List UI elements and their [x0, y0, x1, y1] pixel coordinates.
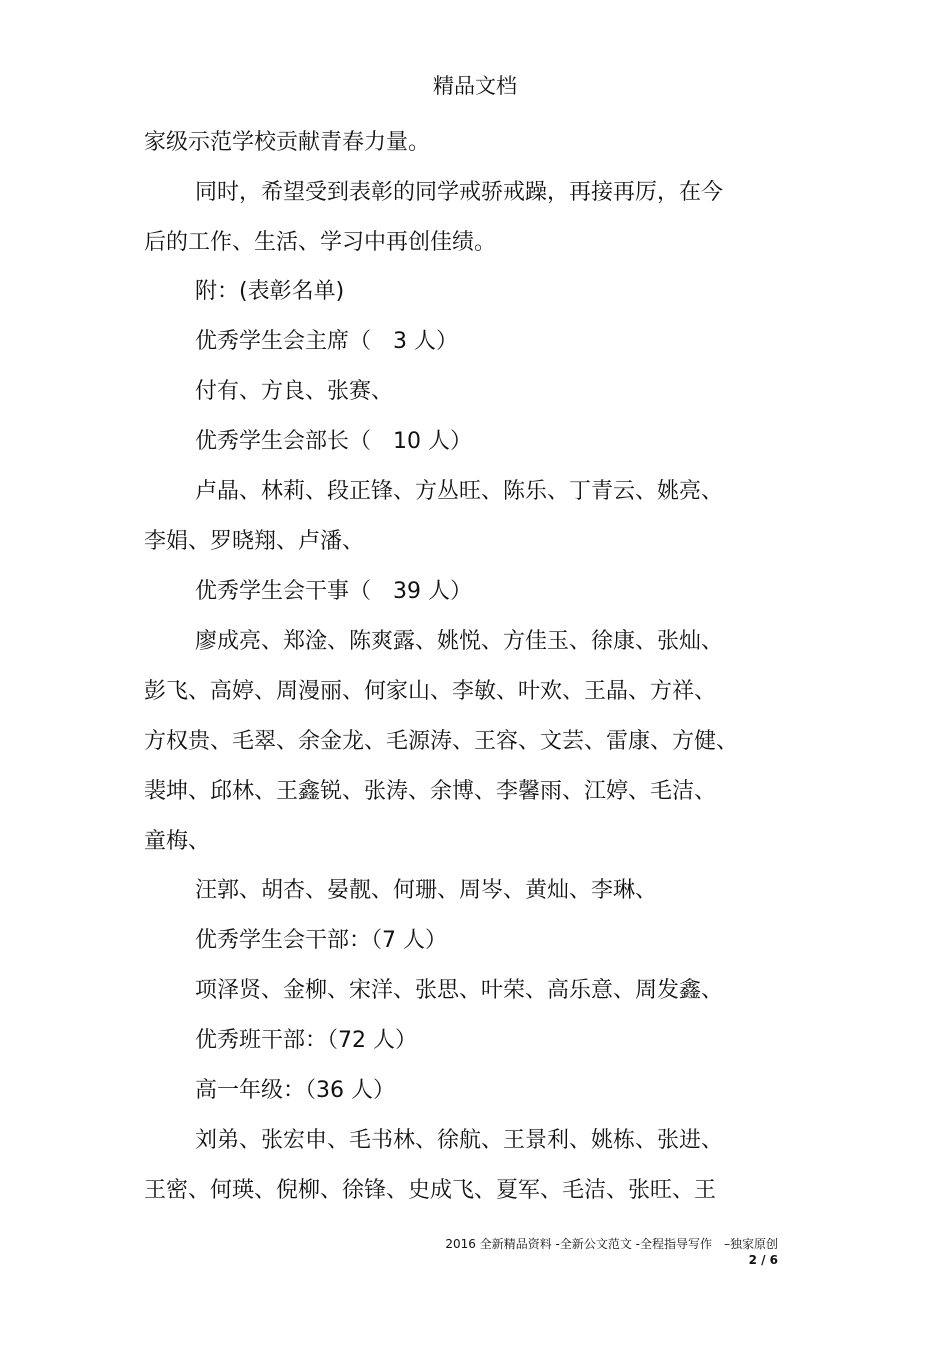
name-list-line: 方权贵、毛翠、余金龙、毛源涛、王容、文芸、雷康、方健、 — [144, 729, 739, 754]
name-list-line: 卢晶、林莉、段正锋、方丛旺、陈乐、丁青云、姚亮、 — [195, 479, 724, 504]
body-line: 附：(表彰名单) — [195, 279, 345, 304]
body-line: 后的工作、生活、学习中再创佳绩。 — [144, 230, 497, 255]
name-list-line: 彭飞、高婷、周漫丽、何家山、李敏、叶欢、王晶、方祥、 — [144, 679, 717, 704]
name-list-line: 项泽贤、金柳、宋洋、张思、叶荣、高乐意、周发鑫、 — [195, 978, 724, 1003]
section-heading: 优秀学生会干部：（7 人） — [195, 928, 447, 953]
name-list-line: 童梅、 — [144, 829, 211, 854]
page-header-title: 精品文档 — [433, 74, 517, 98]
name-list-line: 汪郭、胡杏、晏靓、何珊、周岑、黄灿、李琳、 — [195, 878, 658, 903]
section-heading: 优秀学生会部长（ 10 人） — [195, 429, 472, 454]
name-list-line: 付有、方良、张赛、 — [195, 379, 394, 404]
name-list-line: 李娟、罗晓翔、卢潘、 — [144, 529, 365, 554]
subsection-heading: 高一年级：（36 人） — [195, 1078, 395, 1103]
page-number: 2 / 6 — [748, 1253, 778, 1267]
name-list-line: 裴坤、邱林、王鑫锐、张涛、余博、李馨雨、江婷、毛洁、 — [144, 779, 717, 804]
section-heading: 优秀学生会主席（ 3 人） — [195, 329, 458, 354]
body-line: 同时，希望受到表彰的同学戒骄戒躁，再接再厉，在今 — [195, 180, 724, 205]
name-list-line: 王密、何瑛、倪柳、徐锋、史成飞、夏军、毛洁、张旺、王 — [144, 1178, 717, 1203]
name-list-line: 廖成亮、郑淦、陈爽露、姚悦、方佳玉、徐康、张灿、 — [195, 629, 724, 654]
section-heading: 优秀班干部：（72 人） — [195, 1028, 417, 1053]
body-line: 家级示范学校贡献青春力量。 — [144, 130, 431, 155]
name-list-line: 刘弟、张宏申、毛书林、徐航、王景利、姚栋、张进、 — [195, 1128, 724, 1153]
section-heading: 优秀学生会干事（ 39 人） — [195, 579, 472, 604]
footer-text: 2016 全新精品资料 -全新公文范文 -全程指导写作 –独家原创 — [445, 1237, 778, 1251]
